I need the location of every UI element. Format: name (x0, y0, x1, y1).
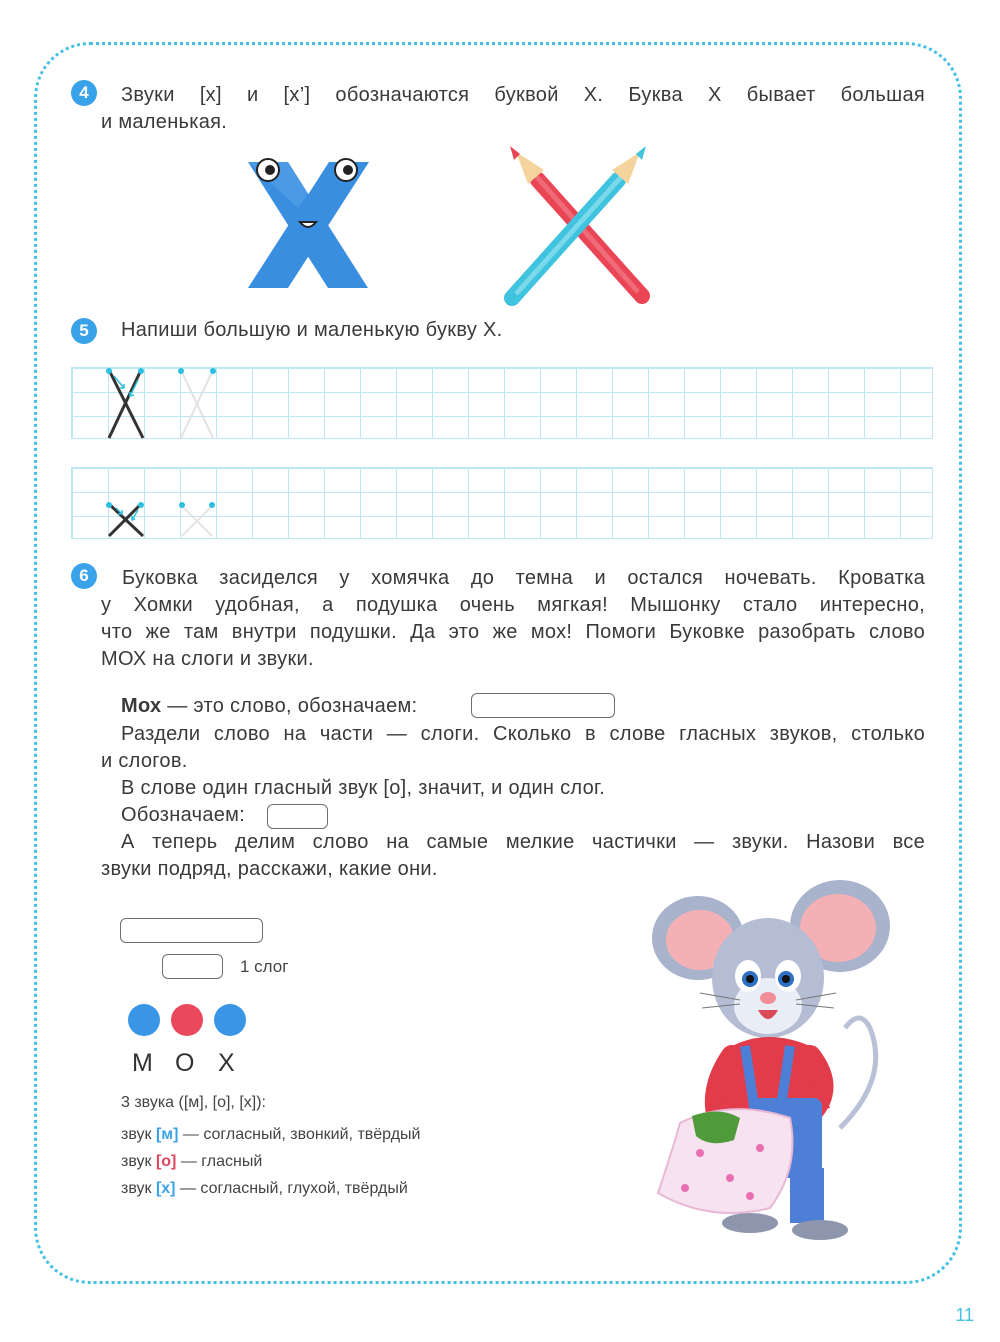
sound-circle-m (128, 1004, 160, 1036)
page-number: 11 (955, 1305, 974, 1325)
divide-line1: Раздели слово на части — слоги. Сколько в слове гласных звуков, столько (121, 723, 925, 745)
sound-circle-x (214, 1004, 246, 1036)
denote-label: Обозначаем: (121, 804, 246, 826)
sound-o: [о] (155, 1153, 177, 1170)
one-vowel-line: В слове один гласный звук [о], значит, и один слог. (121, 777, 606, 799)
now-line2: звуки подряд, расскажи, какие они. (101, 858, 438, 880)
mox-word-rest: — это слово, обозначаем: (161, 695, 418, 717)
sound-line-x (121, 1179, 408, 1199)
sound-x-desc: — согласный, глухой, твёрдый (175, 1180, 408, 1197)
task-number-4: 4 (71, 80, 97, 106)
task4-line2: и маленькая. (101, 111, 228, 133)
divide-line2: и слогов. (101, 750, 188, 772)
sound-o-desc: — гласный (176, 1153, 263, 1170)
task6-p1-line2: у Хомки удобная, а подушка очень мягкая! Мышонку стало интересно, (101, 594, 925, 616)
sound-line-o (121, 1152, 262, 1172)
scheme-syllable-box (162, 954, 223, 979)
task-number-5: 5 (71, 318, 97, 344)
scheme-word-box (120, 918, 263, 943)
writing-grid-small[interactable] (71, 467, 933, 539)
task6-p1-line3: что же там внутри подушки. Да это же мох! Помоги Буковке разобрать слово (101, 621, 925, 643)
syllable-scheme-box[interactable] (267, 804, 328, 829)
big-letter-x-character (236, 150, 381, 295)
word-scheme-box[interactable] (471, 693, 615, 718)
letter-x: Х (218, 1049, 235, 1077)
task4-line1: Звуки [х] и [х’] обозначаются буквой Х. Буква Х бывает большая (121, 84, 925, 106)
task6-p1-line1: Буковка засиделся у хомячка до темна и остался ночевать. Кроватка (122, 567, 925, 589)
now-line1: А теперь делим слово на самые мелкие частички — звуки. Назови все (121, 831, 925, 853)
sound-x: [х] (155, 1180, 176, 1197)
task-number-6: 6 (71, 563, 97, 589)
sound-prefix: звук (121, 1153, 156, 1170)
sound-m-desc: — согласный, звонкий, твёрдый (178, 1126, 421, 1143)
sound-circle-o (171, 1004, 203, 1036)
sounds-count: 3 звука ([м], [о], [х]): (121, 1094, 266, 1111)
letter-m: М (132, 1049, 153, 1077)
syllable-count-label: 1 слог (240, 957, 289, 976)
mouse-character-illustration (640, 878, 900, 1263)
sound-m: [м] (155, 1126, 179, 1143)
mox-word-bold: Мох (121, 695, 162, 717)
mox-word-line (121, 693, 417, 720)
letter-o: О (175, 1049, 195, 1077)
sound-prefix: звук (121, 1180, 156, 1197)
pencils-x-illustration (498, 146, 658, 311)
sound-line-m (121, 1125, 420, 1145)
capital-x-sample (72, 368, 272, 440)
task6-p1-line4: МОХ на слоги и звуки. (101, 648, 314, 670)
sound-prefix: звук (121, 1126, 156, 1143)
writing-grid-capital[interactable] (71, 367, 933, 439)
word-letters (132, 1049, 261, 1078)
task5-text: Напиши большую и маленькую букву Х. (121, 319, 503, 341)
small-x-sample (72, 468, 272, 540)
